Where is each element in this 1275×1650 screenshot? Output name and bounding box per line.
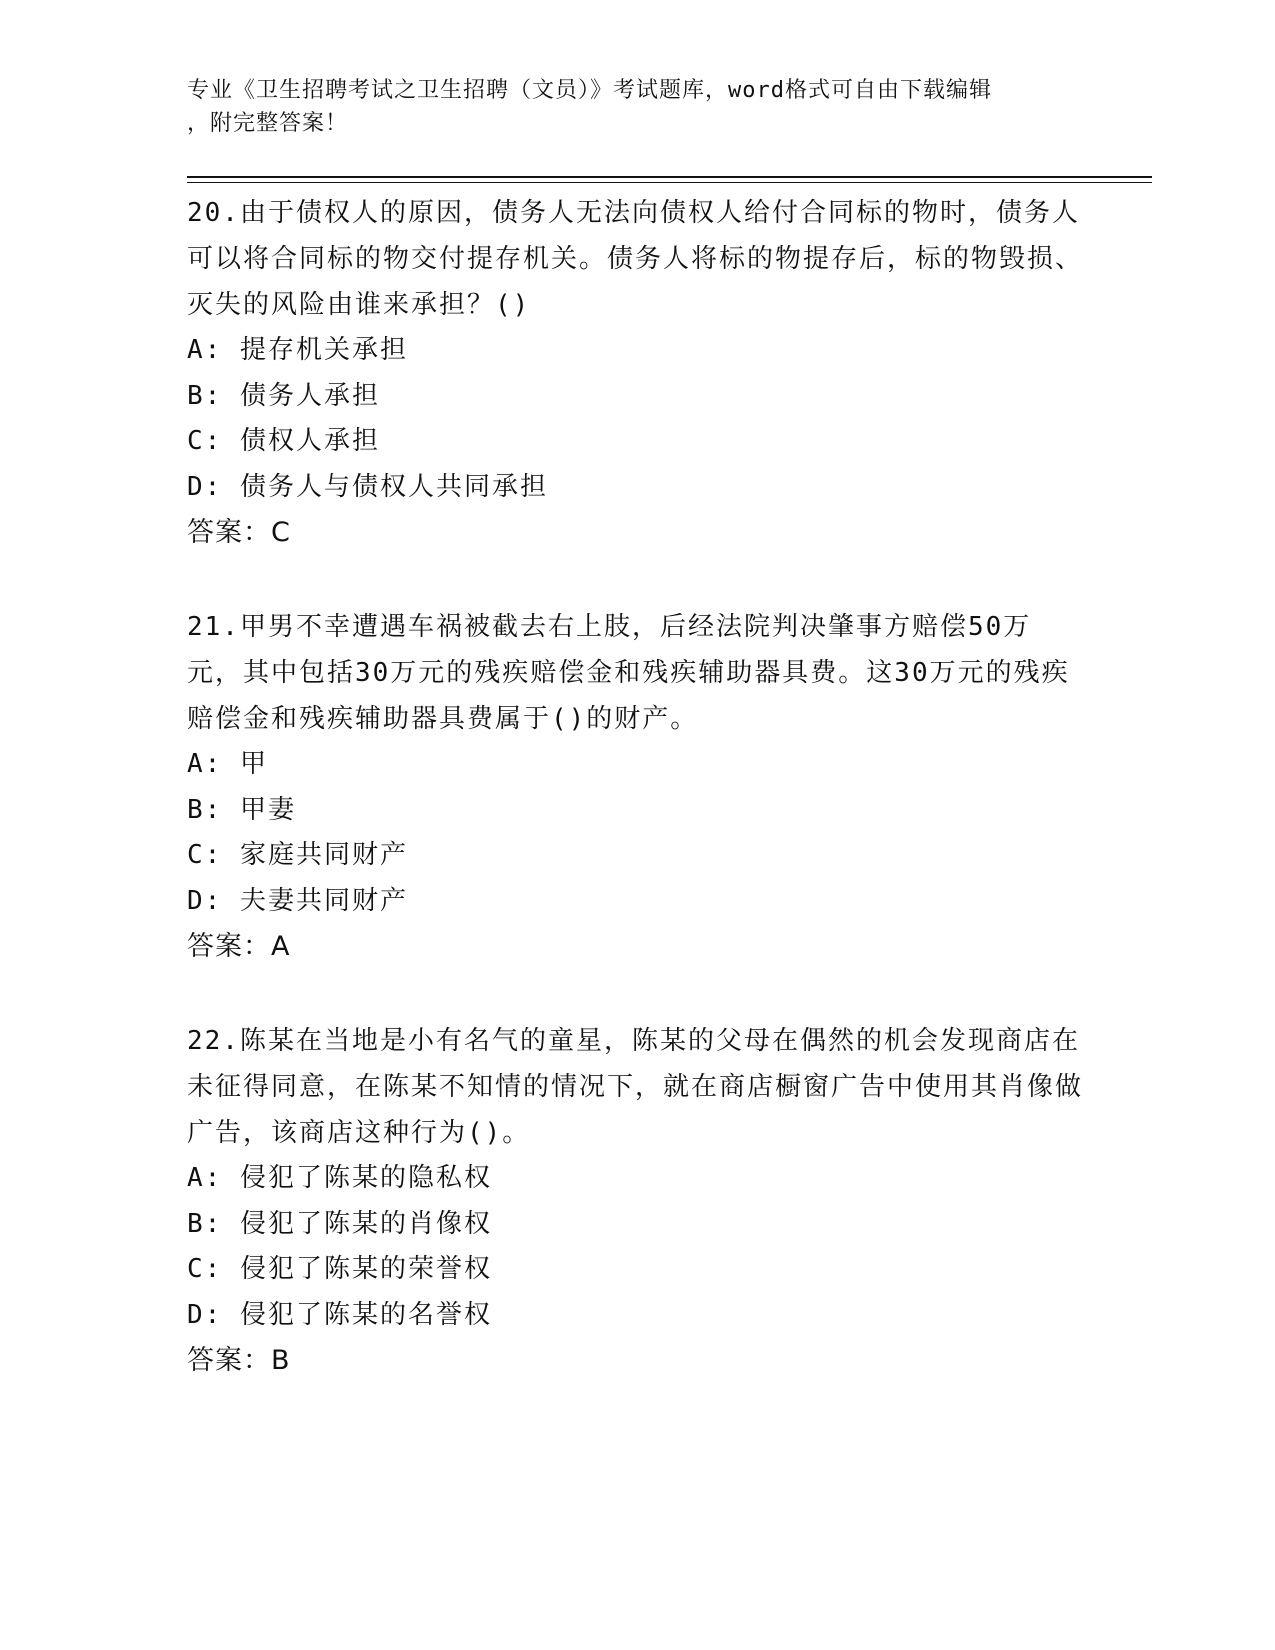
option-b: B: 侵犯了陈某的肖像权 [187, 1208, 492, 1239]
question-stem: 20.由于债权人的原因，债务人无法向债权人给付合同标的物时，债务人可以将合同标的物交付提存机关。债务人将标的物提存后，标的物毁损、灭失的风险由谁来承担？() [187, 198, 1084, 320]
answer-line: 答案：A [187, 931, 291, 962]
header-divider-thin [187, 182, 1152, 183]
option-b: B: 甲妻 [187, 794, 296, 825]
question-stem: 21.甲男不幸遭遇车祸被截去右上肢，后经法院判决肇事方赔偿50万元，其中包括30万元的残疾赔偿金和残疾辅助器具费。这30万元的残疾赔偿金和残疾辅助器具费属于()的财产。 [187, 612, 1070, 734]
question-stem: 22.陈某在当地是小有名气的童星，陈某的父母在偶然的机会发现商店在未征得同意，在陈某不知情的情况下，就在商店橱窗广告中使用其肖像做广告，该商店这种行为()。 [187, 1026, 1084, 1148]
header-line-1: 专业《卫生招聘考试之卫生招聘（文员）》考试题库，word格式可自由下载编辑 [187, 78, 992, 103]
question-20 [187, 190, 1087, 556]
option-b: B: 债务人承担 [187, 380, 380, 411]
option-a: A: 甲 [187, 749, 268, 779]
option-c: C: 侵犯了陈某的荣誉权 [187, 1254, 492, 1284]
header-line-2: ，附完整答案！ [187, 111, 349, 136]
option-d: D: 夫妻共同财产 [187, 885, 408, 916]
document-header [187, 74, 1067, 140]
question-21 [187, 604, 1087, 970]
option-a: A: 侵犯了陈某的隐私权 [187, 1163, 492, 1193]
option-d: D: 侵犯了陈某的名誉权 [187, 1299, 492, 1330]
option-a: A: 提存机关承担 [187, 335, 408, 365]
option-c: C: 家庭共同财产 [187, 840, 408, 870]
header-divider-thick [187, 176, 1152, 178]
question-22 [187, 1018, 1087, 1384]
option-c: C: 债权人承担 [187, 426, 380, 456]
answer-line: 答案：B [187, 1345, 291, 1376]
answer-line: 答案：C [187, 517, 291, 548]
option-d: D: 债务人与债权人共同承担 [187, 471, 548, 502]
question-list [187, 190, 1087, 1432]
